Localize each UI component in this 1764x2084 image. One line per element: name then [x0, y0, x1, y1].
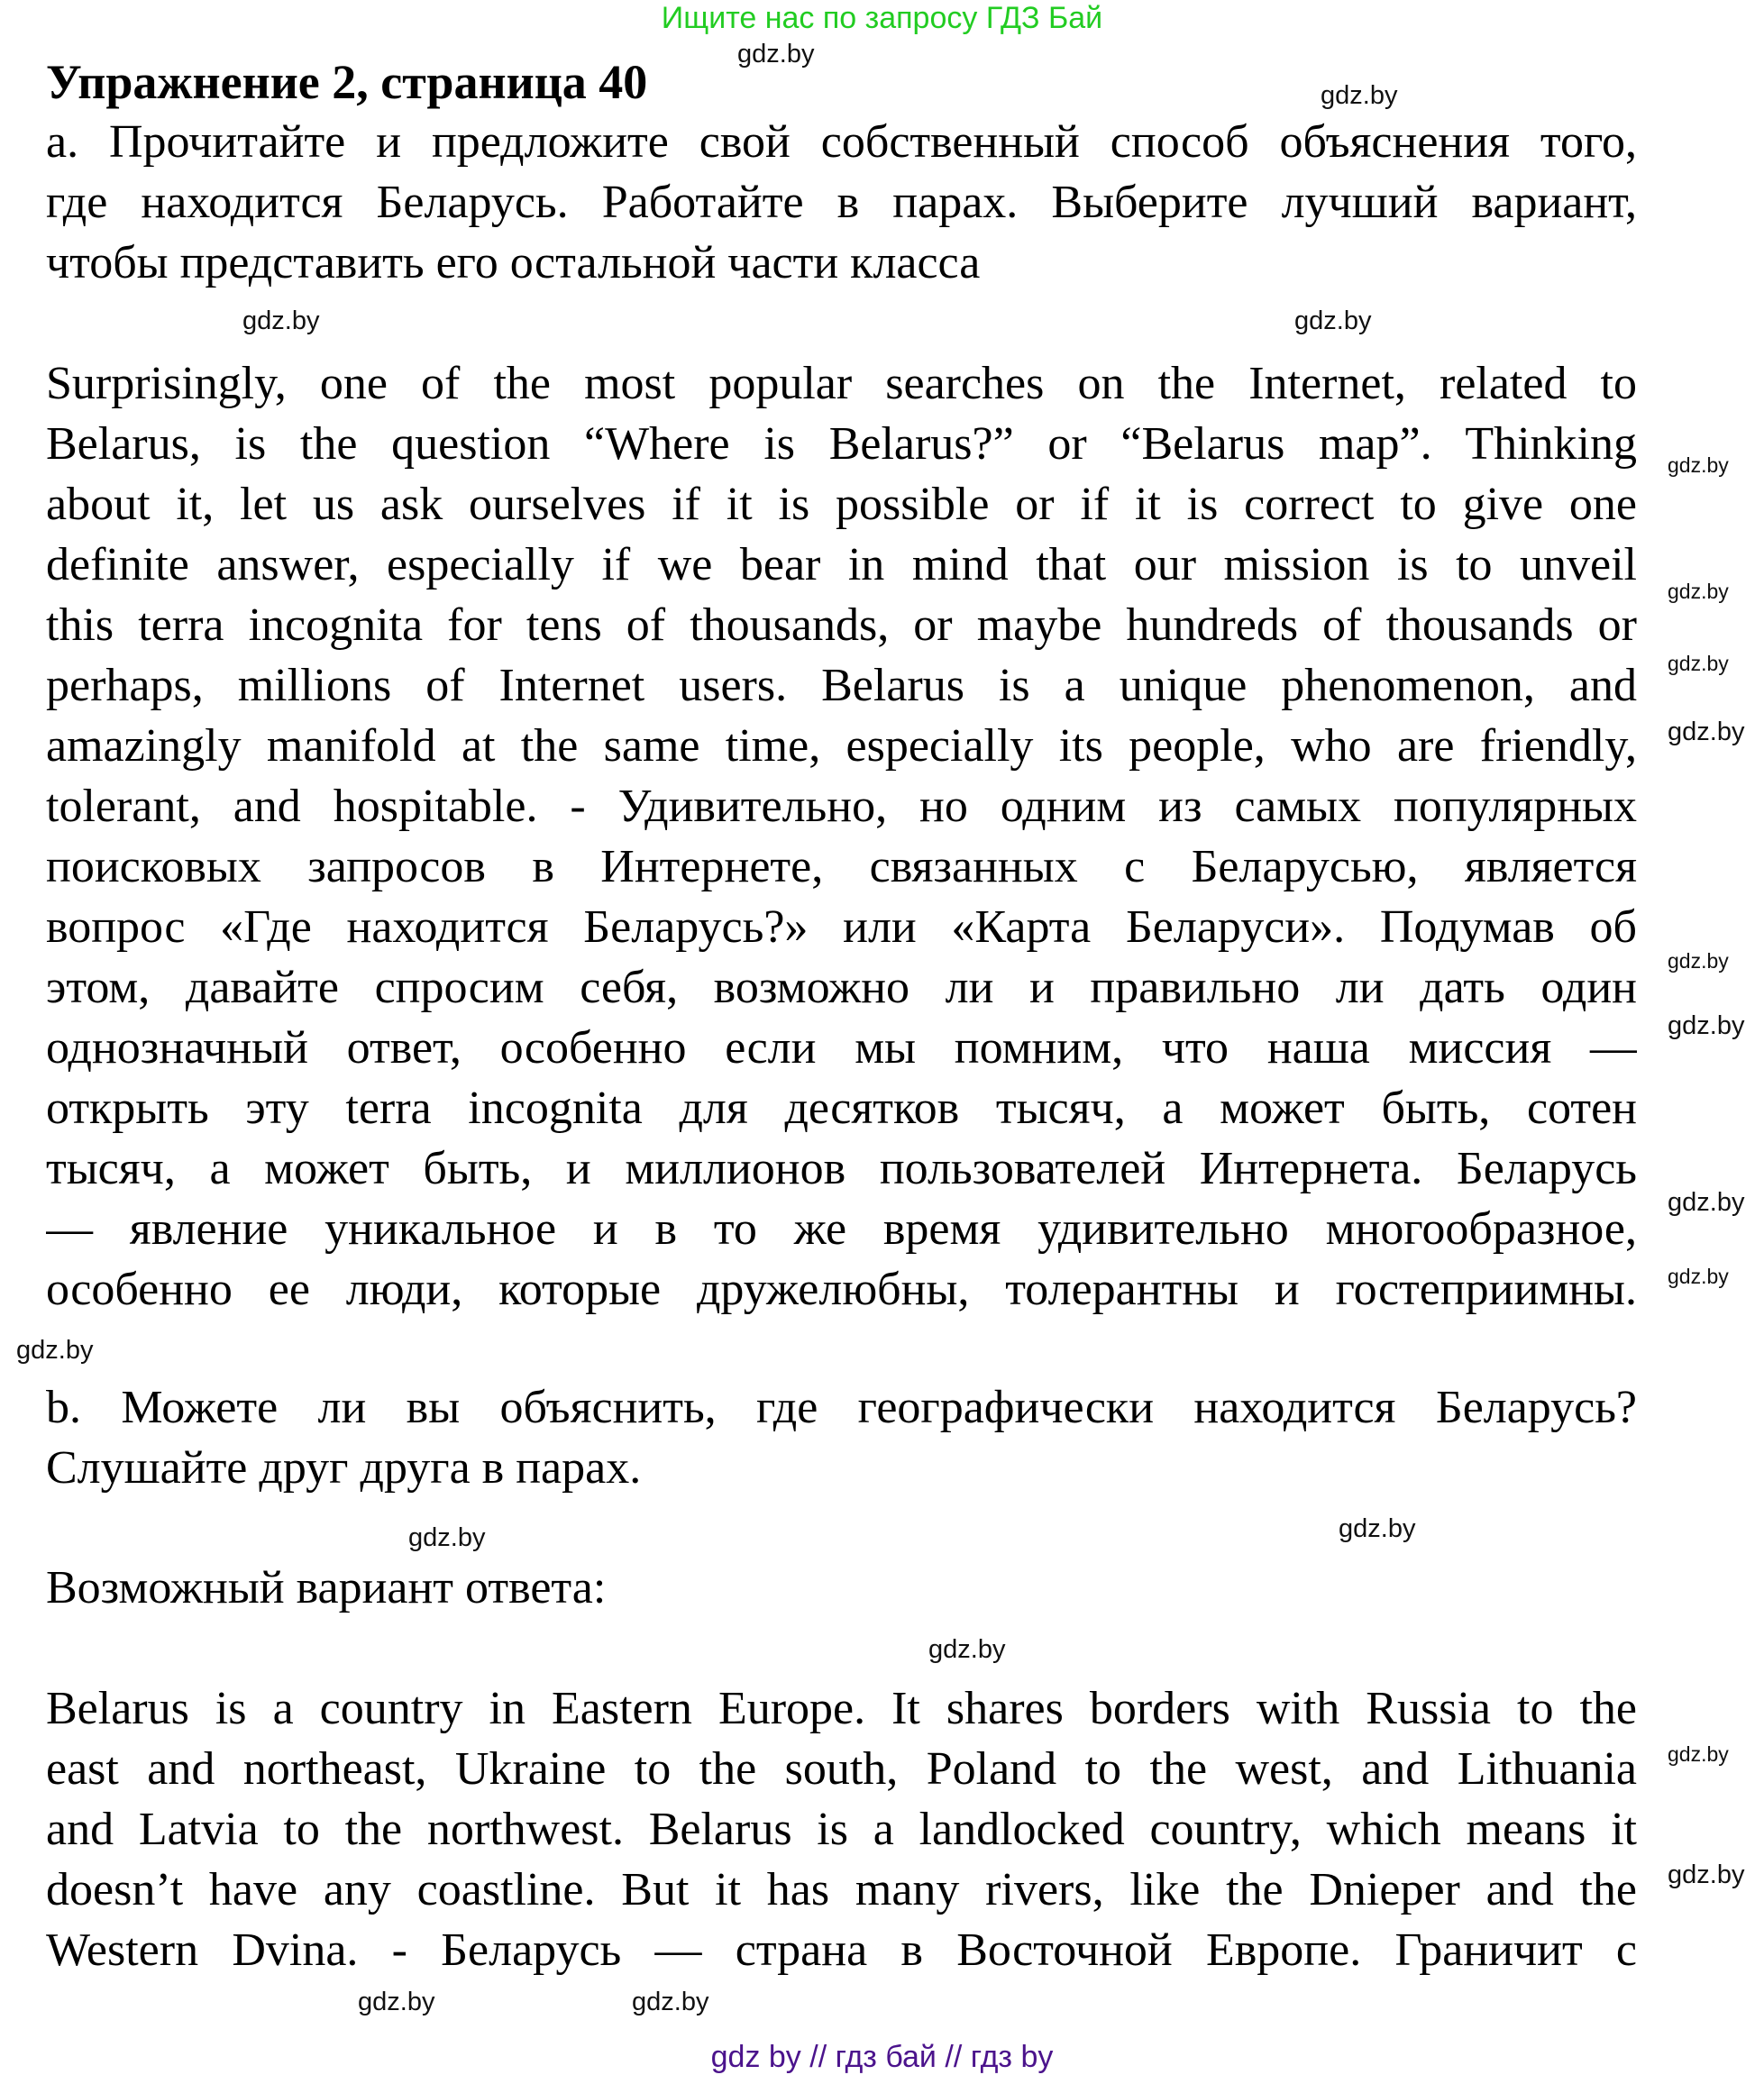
text-line: tolerant, and hospitable. - Удивительно, но одним из самых популярных — [46, 781, 1637, 832]
watermark: gdz.by — [928, 1635, 1006, 1664]
answer-text — [46, 1678, 1637, 1980]
text-line: about it, let us ask ourselves if it is possible or if it is correct to give one — [46, 479, 1637, 530]
text-line: особенно ее люди, которые дружелюбны, толерантны и гостеприимны. — [46, 1264, 1637, 1315]
watermark: gdz.by — [632, 1988, 709, 2016]
watermark: gdz.by — [16, 1336, 94, 1365]
watermark: gdz.by — [1668, 1860, 1745, 1889]
text-line: поисковых запросов в Интернете, связанных с Беларусью, является — [46, 841, 1637, 892]
watermark: gdz.by — [1668, 1742, 1729, 1766]
text-a — [46, 353, 1637, 1320]
text-line: открыть эту terra incognita для десятков тысяч, а может быть, сотен — [46, 1083, 1637, 1134]
watermark: gdz.by — [1668, 580, 1729, 603]
task-b — [46, 1377, 1637, 1498]
text-line: Western Dvina. - Беларусь — страна в Восточной Европе. Граничит с — [46, 1924, 1637, 1976]
top-banner-link[interactable]: Ищите нас по запросу ГДЗ Бай — [661, 1, 1103, 35]
text-line: Слушайте друг друга в парах. — [46, 1442, 642, 1494]
text-line: and Latvia to the northwest. Belarus is a landlocked country, which means it — [46, 1804, 1637, 1855]
text-line: однозначный ответ, особенно если мы помним, что наша миссия — — [46, 1022, 1637, 1074]
exercise-heading: Упражнение 2, страница 40 — [46, 55, 648, 109]
text-line: Возможный вариант ответа: — [46, 1562, 607, 1613]
watermark: gdz.by — [1668, 652, 1729, 675]
text-line: Belarus, is the question “Where is Belarus?” or “Belarus map”. Thinking — [46, 418, 1637, 470]
task-a — [46, 112, 1637, 293]
watermark: gdz.by — [1321, 81, 1398, 110]
watermark: gdz.by — [737, 40, 815, 69]
text-line: Belarus is a country in Eastern Europe. It shares borders with Russia to the — [46, 1683, 1637, 1734]
bottom-banner-link[interactable]: gdz by // гдз бай // гдз by — [710, 2040, 1054, 2074]
text-line: doesn’t have any coastline. But it has many rivers, like the Dnieper and the — [46, 1864, 1637, 1915]
text-line: amazingly manifold at the same time, especially its people, who are friendly, — [46, 720, 1637, 772]
text-line: где находится Беларусь. Работайте в парах. Выберите лучший вариант, — [46, 177, 1637, 228]
text-line: этом, давайте спросим себя, возможно ли и правильно ли дать один — [46, 962, 1637, 1013]
answer-label — [46, 1558, 1637, 1618]
watermark: gdz.by — [1668, 1188, 1745, 1217]
text-line: perhaps, millions of Internet users. Belarus is a unique phenomenon, and — [46, 660, 1637, 711]
text-line: вопрос «Где находится Беларусь?» или «Карта Беларуси». Подумав об — [46, 901, 1637, 953]
text-line: east and northeast, Ukraine to the south, Poland to the west, and Lithuania — [46, 1743, 1637, 1795]
text-line: b. Можете ли вы объяснить, где географически находится Беларусь? — [46, 1382, 1637, 1433]
text-line: a. Прочитайте и предложите свой собственный способ объяснения того, — [46, 116, 1637, 168]
text-line: Surprisingly, one of the most popular searches on the Internet, related to — [46, 358, 1637, 409]
watermark: gdz.by — [1668, 718, 1745, 746]
watermark: gdz.by — [358, 1988, 435, 2016]
watermark: gdz.by — [1339, 1514, 1416, 1543]
watermark: gdz.by — [408, 1523, 486, 1552]
watermark: gdz.by — [1668, 453, 1729, 477]
watermark: gdz.by — [242, 306, 320, 335]
text-line: тысяч, а может быть, и миллионов пользователей Интернета. Беларусь — [46, 1143, 1637, 1194]
watermark: gdz.by — [1294, 306, 1372, 335]
text-line: this terra incognita for tens of thousands, or maybe hundreds of thousands or — [46, 599, 1637, 651]
text-line: definite answer, especially if we bear in mind that our mission is to unveil — [46, 539, 1637, 590]
text-line: — явление уникальное и в то же время удивительно многообразное, — [46, 1203, 1637, 1255]
text-line: чтобы представить его остальной части класса — [46, 237, 981, 288]
watermark: gdz.by — [1668, 1265, 1729, 1288]
watermark: gdz.by — [1668, 949, 1729, 973]
watermark: gdz.by — [1668, 1011, 1745, 1040]
